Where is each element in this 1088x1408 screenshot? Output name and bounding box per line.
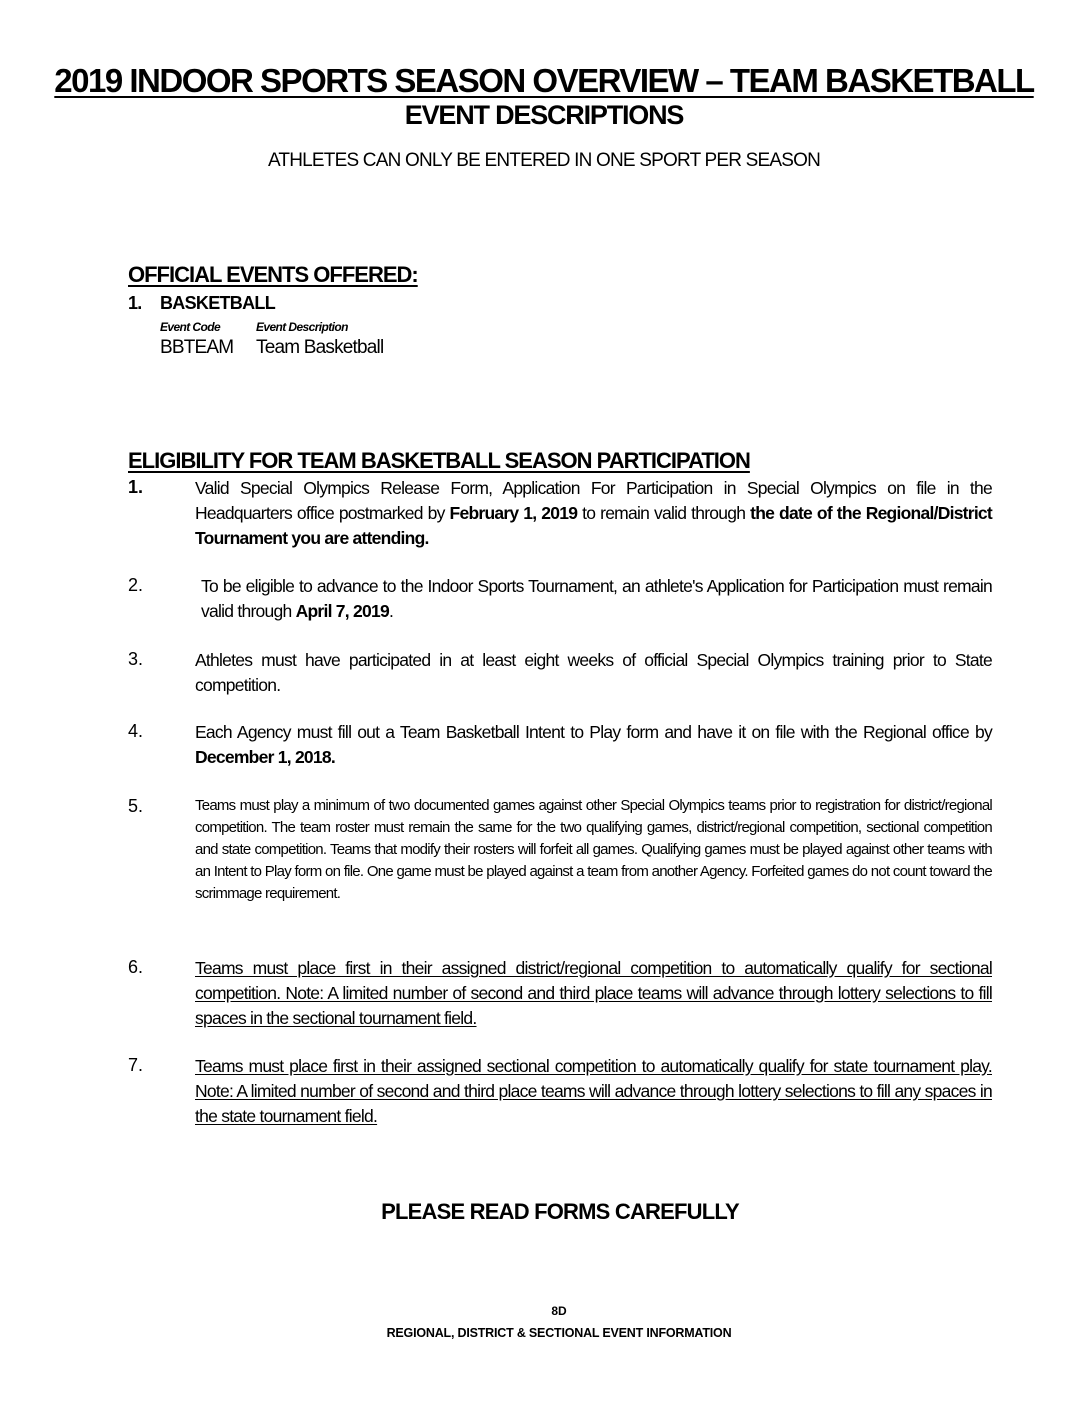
rule-deadline: April 7, 2019: [295, 601, 389, 621]
rule-text-part: .: [388, 601, 394, 621]
rule-deadline: December 1, 2018.: [195, 747, 335, 767]
event-code: BBTEAM: [160, 337, 234, 358]
rule-number: 3.: [128, 649, 144, 669]
season-notice: ATHLETES CAN ONLY BE ENTERED IN ONE SPORT PER SEASON: [267, 150, 821, 171]
event-item: [128, 293, 275, 314]
eligibility-heading: ELIGIBILITY FOR TEAM BASKETBALL SEASON PARTICIPATION: [128, 448, 750, 473]
event-description-column-header: Event Description: [256, 320, 348, 334]
rule-text: [195, 795, 992, 905]
page-footer: REGIONAL, DISTRICT & SECTIONAL EVENT INFORMATION: [386, 1326, 732, 1340]
rule-text-part: Teams must place first in their assigned district/regional competition to automatically qualify for sectional competition. Note: A limited number of second and third place teams will advance through lottery selections to fill spaces in the sectional tournament field.: [195, 958, 992, 1028]
event-description: Team Basketball: [256, 337, 384, 358]
rule-text: [195, 956, 992, 1031]
page-title: 2019 INDOOR SPORTS SEASON OVERVIEW – TEAM BASKETBALL: [54, 62, 1034, 99]
rule-text: [195, 648, 992, 698]
rule-number: 6.: [128, 957, 144, 977]
event-item-label: BASKETBALL: [160, 293, 275, 313]
rule-number: 1.: [128, 477, 144, 497]
rule-text-part: Each Agency must fill out a Team Basketball Intent to Play form and have it on file with the Regional office by: [195, 722, 992, 742]
events-heading: OFFICIAL EVENTS OFFERED:: [128, 262, 418, 287]
rule-number: 4.: [128, 721, 144, 741]
rule-number: 5.: [128, 796, 144, 816]
closing-notice: PLEASE READ FORMS CAREFULLY: [381, 1199, 739, 1224]
rule-text-part: Valid Special Olympics Release Form, Application For Participation in Special Olympics on file in the Headquarters office postmarked by: [195, 478, 992, 523]
rule-text: [195, 1054, 992, 1129]
rule-deadline: the date of the Regional/District Tournament you are attending.: [195, 503, 992, 548]
page-subtitle: EVENT DESCRIPTIONS: [404, 100, 684, 130]
event-item-number: 1.: [128, 293, 142, 313]
rule-text-part: Teams must play a minimum of two documented games against other Special Olympics teams prior to registration for district/regional competition. The team roster must remain the same for the two qualifying games, district/regional competition, sectional competition and state competition. Teams that modify their rosters will forfeit all games. Qualifying games must be played against other teams with an Intent to Play form on file. One game must be played against a team from another Agency. Forfeited games do not count toward the scrimmage requirement.: [195, 797, 992, 902]
rule-deadline: February 1, 2019: [449, 503, 578, 523]
rule-text-part: Teams must place first in their assigned sectional competition to automatically qualify for state tournament play. Note: A limited number of second and third place teams will advance through lottery selections to fill any spaces in the state tournament field.: [195, 1056, 992, 1126]
rule-number: 2.: [128, 575, 144, 595]
event-code-column-header: Event Code: [160, 320, 221, 334]
rule-text: [195, 720, 992, 770]
rule-text: [201, 574, 992, 624]
rule-text-part: to remain valid through: [577, 503, 751, 523]
rule-text-part: To be eligible to advance to the Indoor Sports Tournament, an athlete's Application for Participation must remain valid through: [201, 576, 992, 621]
rule-text-part: Athletes must have participated in at least eight weeks of official Special Olympics training prior to State competition.: [195, 650, 992, 695]
rule-text: [195, 476, 992, 551]
page-number: 8D: [551, 1304, 567, 1318]
rule-number: 7.: [128, 1055, 144, 1075]
